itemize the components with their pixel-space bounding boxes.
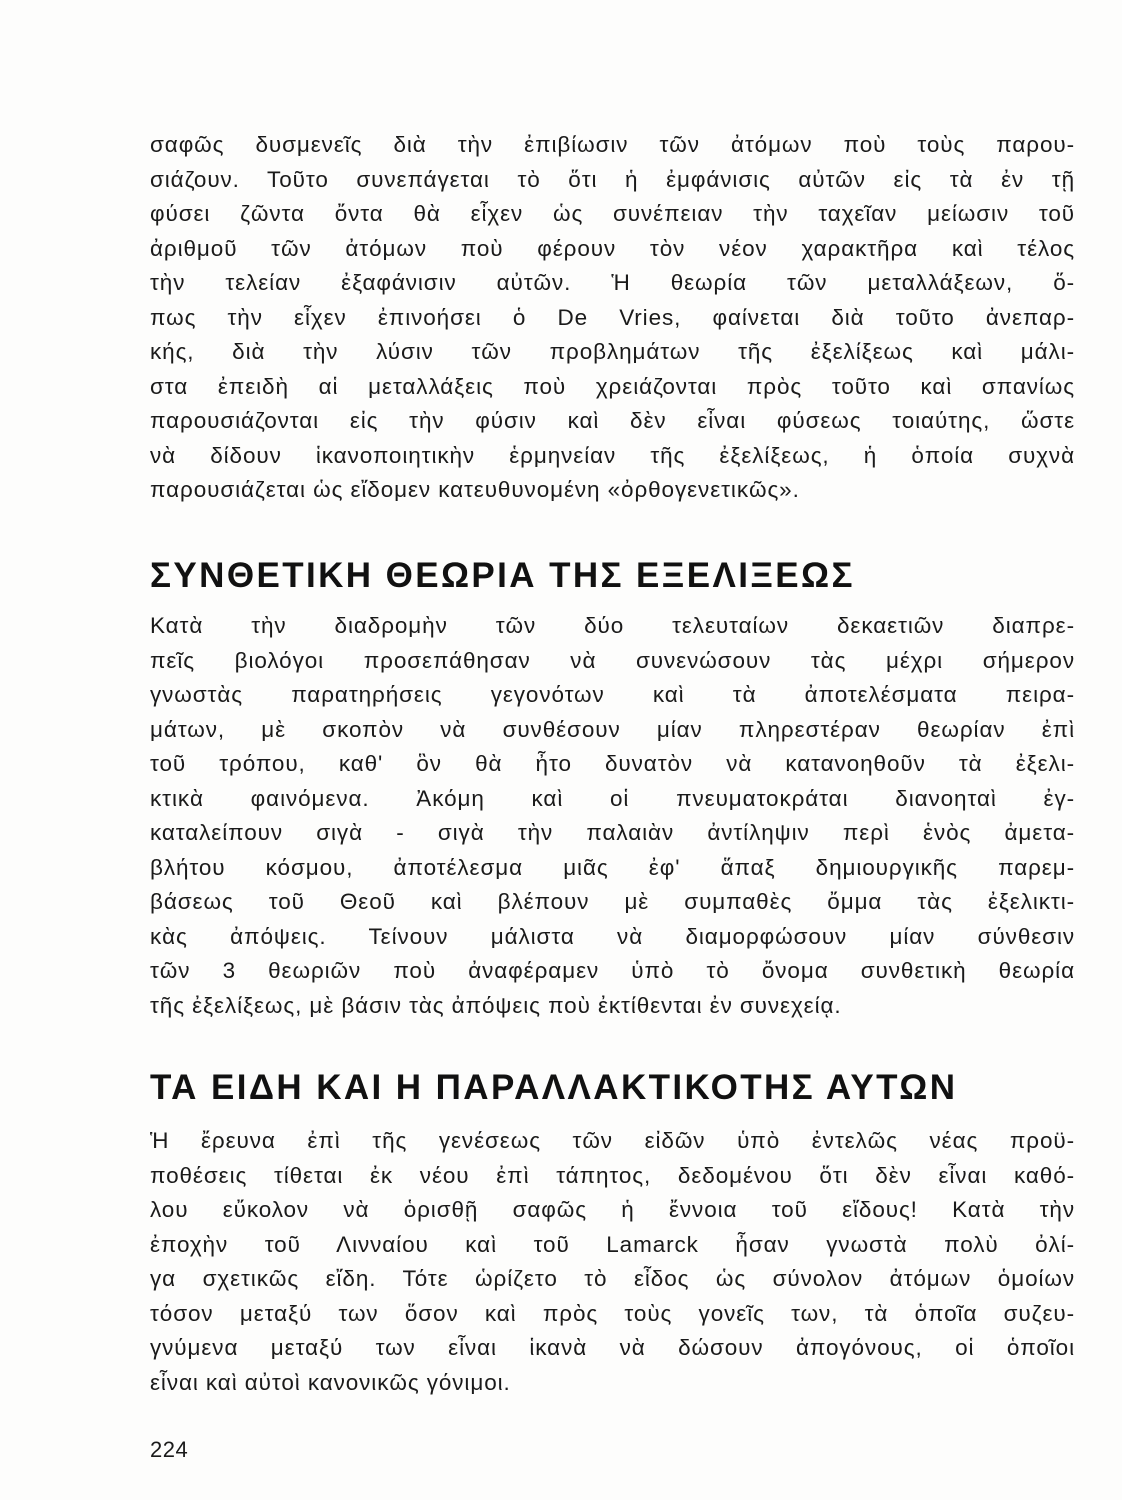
text-line: Ἡ ἔρευνα ἐπὶ τῆς γενέσεως τῶν εἰδῶν ὑπὸ ἐντελῶς νέας προϋ- (150, 1128, 1075, 1153)
text-line: κτικὰ φαινόμενα. Ἀκόμη καὶ οἱ πνευματοκράται διανοηταὶ ἐγ- (150, 785, 1075, 811)
text-line: Κατὰ τὴν διαδρομὴν τῶν δύο τελευταίων δεκαετιῶν διαπρε- (150, 613, 1075, 638)
paragraph-synthetic-theory (150, 609, 1075, 1023)
text-line: νὰ δίδουν ἱκανοποιητικὴν ἑρμηνείαν τῆς ἐξελίξεως, ἡ ὁποία συχνὰ (150, 442, 1075, 468)
section-heading-synthetic-theory: ΣΥΝΘΕΤΙΚΗ ΘΕΩΡΙΑ ΤΗΣ ΕΞΕΛΙΞΕΩΣ (150, 556, 855, 595)
text-line: γνωστὰς παρατηρήσεις γεγονότων καὶ τὰ ἀποτελέσματα πειρα- (150, 682, 1075, 707)
text-line: εἶναι καὶ αὐτοὶ κανονικῶς γόνιμοι. (150, 1369, 511, 1395)
text-line: τοῦ τρόπου, καθ' ὃν θὰ ἦτο δυνατὸν νὰ κατανοηθοῦν τὰ ἐξελι- (150, 751, 1075, 776)
text-line: παρουσιάζεται ὡς εἴδομεν κατευθυνομένη «ὀρθογενετικῶς». (150, 477, 800, 502)
text-line: φύσει ζῶντα ὄντα θὰ εἶχεν ὡς συνέπειαν τὴν ταχεῖαν μείωσιν τοῦ (150, 201, 1075, 226)
section-heading-species-variability: ΤΑ ΕΙΔΗ ΚΑΙ Η ΠΑΡΑΛΛΑΚΤΙΚΟΤΗΣ ΑΥΤΩΝ (150, 1068, 958, 1107)
text-line: μάτων, μὲ σκοπὸν νὰ συνθέσουν μίαν πληρεστέραν θεωρίαν ἐπὶ (150, 716, 1075, 742)
text-line: βάσεως τοῦ Θεοῦ καὶ βλέπουν μὲ συμπαθὲς ὄμμα τὰς ἐξελικτι- (150, 889, 1075, 914)
text-line: βλήτου κόσμου, ἀποτέλεσμα μιᾶς ἐφ' ἅπαξ δημιουργικῆς παρεμ- (150, 854, 1075, 880)
text-line: ποθέσεις τίθεται ἐκ νέου ἐπὶ τάπητος, δεδομένου ὅτι δὲν εἶναι καθό- (150, 1162, 1075, 1188)
paragraph-species (150, 1124, 1075, 1400)
paragraph-mutation-theory (150, 128, 1075, 508)
text-line: πως τὴν εἶχεν ἐπινοήσει ὁ De Vries, φαίνεται διὰ τοῦτο ἀνεπαρ- (150, 304, 1075, 330)
page-number: 224 (150, 1437, 189, 1462)
text-line: στα ἐπειδὴ αἱ μεταλλάξεις ποὺ χρειάζονται πρὸς τοῦτο καὶ σπανίως (150, 373, 1075, 399)
text-line: ἐποχὴν τοῦ Λινναίου καὶ τοῦ Lamarck ἦσαν γνωστὰ πολὺ ὀλί- (150, 1231, 1075, 1257)
text-line: παρουσιάζονται εἰς τὴν φύσιν καὶ δὲν εἶναι φύσεως τοιαύτης, ὥστε (150, 408, 1075, 433)
text-line: σιάζουν. Τοῦτο συνεπάγεται τὸ ὅτι ἡ ἐμφάνισις αὐτῶν εἰς τὰ ἐν τῇ (150, 166, 1075, 192)
text-line: τῆς ἐξελίξεως, μὲ βάσιν τὰς ἀπόψεις ποὺ ἐκτίθενται ἐν συνεχείᾳ. (150, 992, 842, 1018)
text-line: τόσον μεταξύ των ὅσον καὶ πρὸς τοὺς γονεῖς των, τὰ ὁποῖα συζευ- (150, 1300, 1075, 1326)
text-line: τῶν 3 θεωριῶν ποὺ ἀναφέραμεν ὑπὸ τὸ ὄνομα συνθετικὴ θεωρία (150, 958, 1075, 983)
text-line: τὴν τελείαν ἐξαφάνισιν αὐτῶν. Ἡ θεωρία τῶν μεταλλάξεων, ὅ- (150, 270, 1075, 295)
text-line: λου εὔκολον νὰ ὁρισθῇ σαφῶς ἡ ἔννοια τοῦ εἴδους! Κατὰ τὴν (150, 1197, 1075, 1222)
text-line: κὰς ἀπόψεις. Τείνουν μάλιστα νὰ διαμορφώσουν μίαν σύνθεσιν (150, 923, 1075, 949)
text-line: κής, διὰ τὴν λύσιν τῶν προβλημάτων τῆς ἐξελίξεως καὶ μάλι- (150, 339, 1075, 364)
text-line: ἀριθμοῦ τῶν ἀτόμων ποὺ φέρουν τὸν νέον χαρακτῆρα καὶ τέλος (150, 235, 1075, 261)
text-line: γνύμενα μεταξύ των εἶναι ἱκανὰ νὰ δώσουν ἀπογόνους, οἱ ὁποῖοι (150, 1335, 1075, 1360)
text-line: γα σχετικῶς εἴδη. Τότε ὡρίζετο τὸ εἶδος ὡς σύνολον ἀτόμων ὁμοίων (150, 1266, 1075, 1291)
text-line: καταλείπουν σιγὰ - σιγὰ τὴν παλαιὰν ἀντίληψιν περὶ ἑνὸς ἀμετα- (150, 820, 1075, 845)
text-line: σαφῶς δυσμενεῖς διὰ τὴν ἐπιβίωσιν τῶν ἀτόμων ποὺ τοὺς παρου- (150, 132, 1075, 157)
text-line: πεῖς βιολόγοι προσεπάθησαν νὰ συνενώσουν τὰς μέχρι σήμερον (150, 647, 1075, 673)
